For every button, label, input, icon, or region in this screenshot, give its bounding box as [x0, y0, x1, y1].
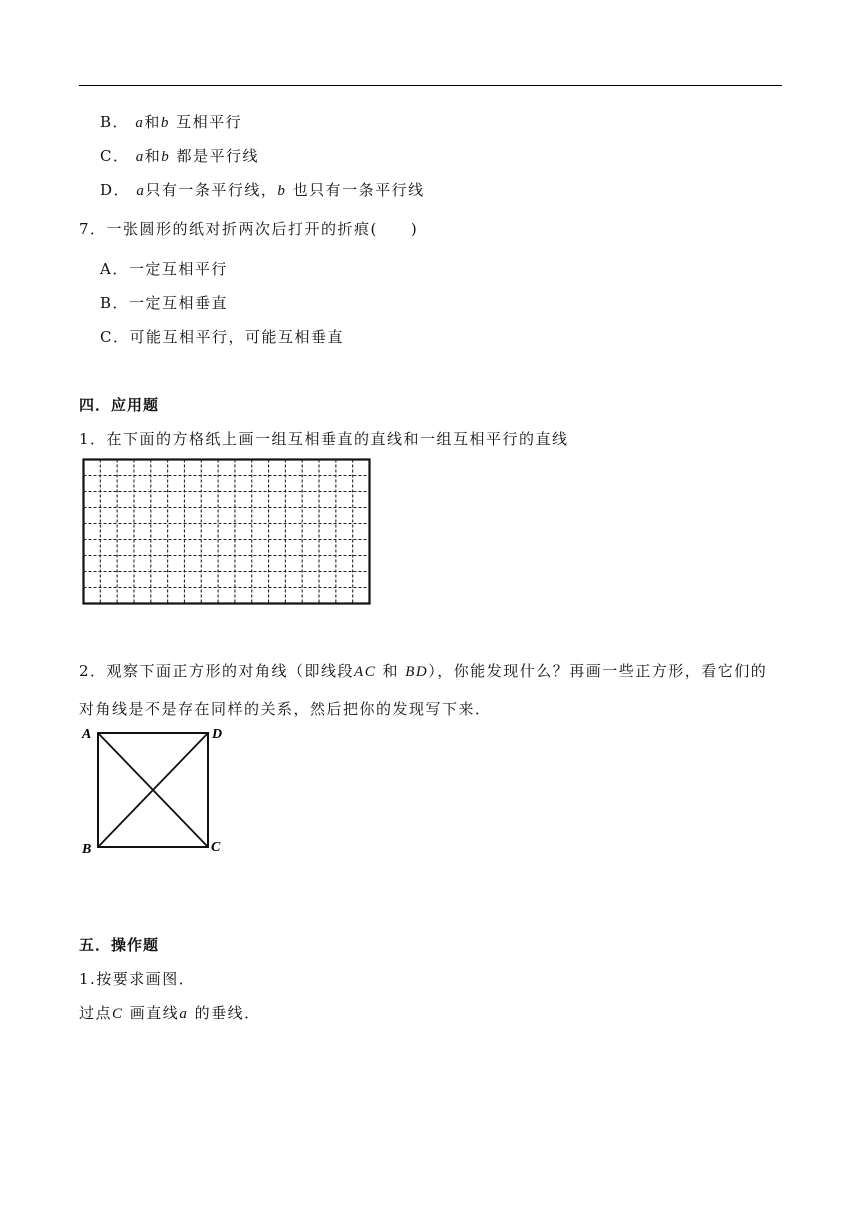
var-a: a — [136, 183, 146, 199]
question-text: 2．观察下面正方形的对角线（即线段 — [79, 662, 355, 680]
option-letter: D． — [100, 181, 131, 199]
var-b: b — [277, 183, 287, 199]
point-c: C — [112, 1006, 124, 1022]
segment-bd: BD — [405, 664, 429, 680]
line-a: a — [179, 1006, 189, 1022]
label-c: C — [211, 840, 221, 855]
q7-question: 7．一张圆形的纸对折两次后打开的折痕( ) — [79, 220, 419, 238]
q7-option-c: C．可能互相平行，可能互相垂直 — [100, 328, 344, 346]
label-d: D — [212, 727, 223, 742]
option-text: 也只有一条平行线 — [286, 181, 425, 199]
var-a: a — [135, 115, 145, 131]
var-b: b — [160, 115, 170, 131]
option-letter: C． — [100, 147, 130, 165]
option-text: 互相平行 — [169, 113, 243, 131]
segment-ac: AC — [354, 664, 377, 680]
s5-question-1: 1.按要求画图． — [79, 970, 196, 988]
q6-option-c — [100, 145, 259, 166]
var-b: b — [161, 149, 171, 165]
question-text: ），你能发现什么？再画一些正方形，看它们的 — [428, 662, 768, 680]
var-a: a — [135, 149, 145, 165]
section-5-title: 五．操作题 — [79, 936, 160, 954]
q7-option-b: B．一定互相垂直 — [100, 294, 229, 312]
square-diagram — [80, 722, 230, 858]
instruction-text: 画直线 — [123, 1004, 180, 1022]
s4-question-2-line1 — [79, 660, 767, 681]
grid-paper — [82, 458, 372, 606]
option-text: 和 — [144, 113, 161, 131]
instruction-text: 过点 — [79, 1004, 113, 1022]
q6-option-d — [100, 179, 425, 200]
q7-option-a: A．一定互相平行 — [100, 260, 228, 278]
option-letter: B． — [100, 113, 130, 131]
question-text: 和 — [376, 662, 406, 680]
s5-instruction — [79, 1002, 261, 1023]
instruction-text: 的垂线． — [188, 1004, 261, 1022]
option-text: 只有一条平行线， — [145, 181, 278, 199]
header-rule — [79, 85, 782, 86]
s4-question-1: 1．在下面的方格纸上画一组互相垂直的直线和一组互相平行的直线 — [79, 430, 569, 448]
option-text: 和 — [144, 147, 162, 165]
label-a: A — [82, 727, 92, 742]
q6-option-b — [100, 111, 242, 132]
section-4-title: 四．应用题 — [79, 396, 160, 414]
s4-question-2-line2: 对角线是不是存在同样的关系，然后把你的发现写下来． — [79, 700, 492, 718]
label-b: B — [82, 842, 92, 857]
option-text: 都是平行线 — [170, 147, 260, 165]
